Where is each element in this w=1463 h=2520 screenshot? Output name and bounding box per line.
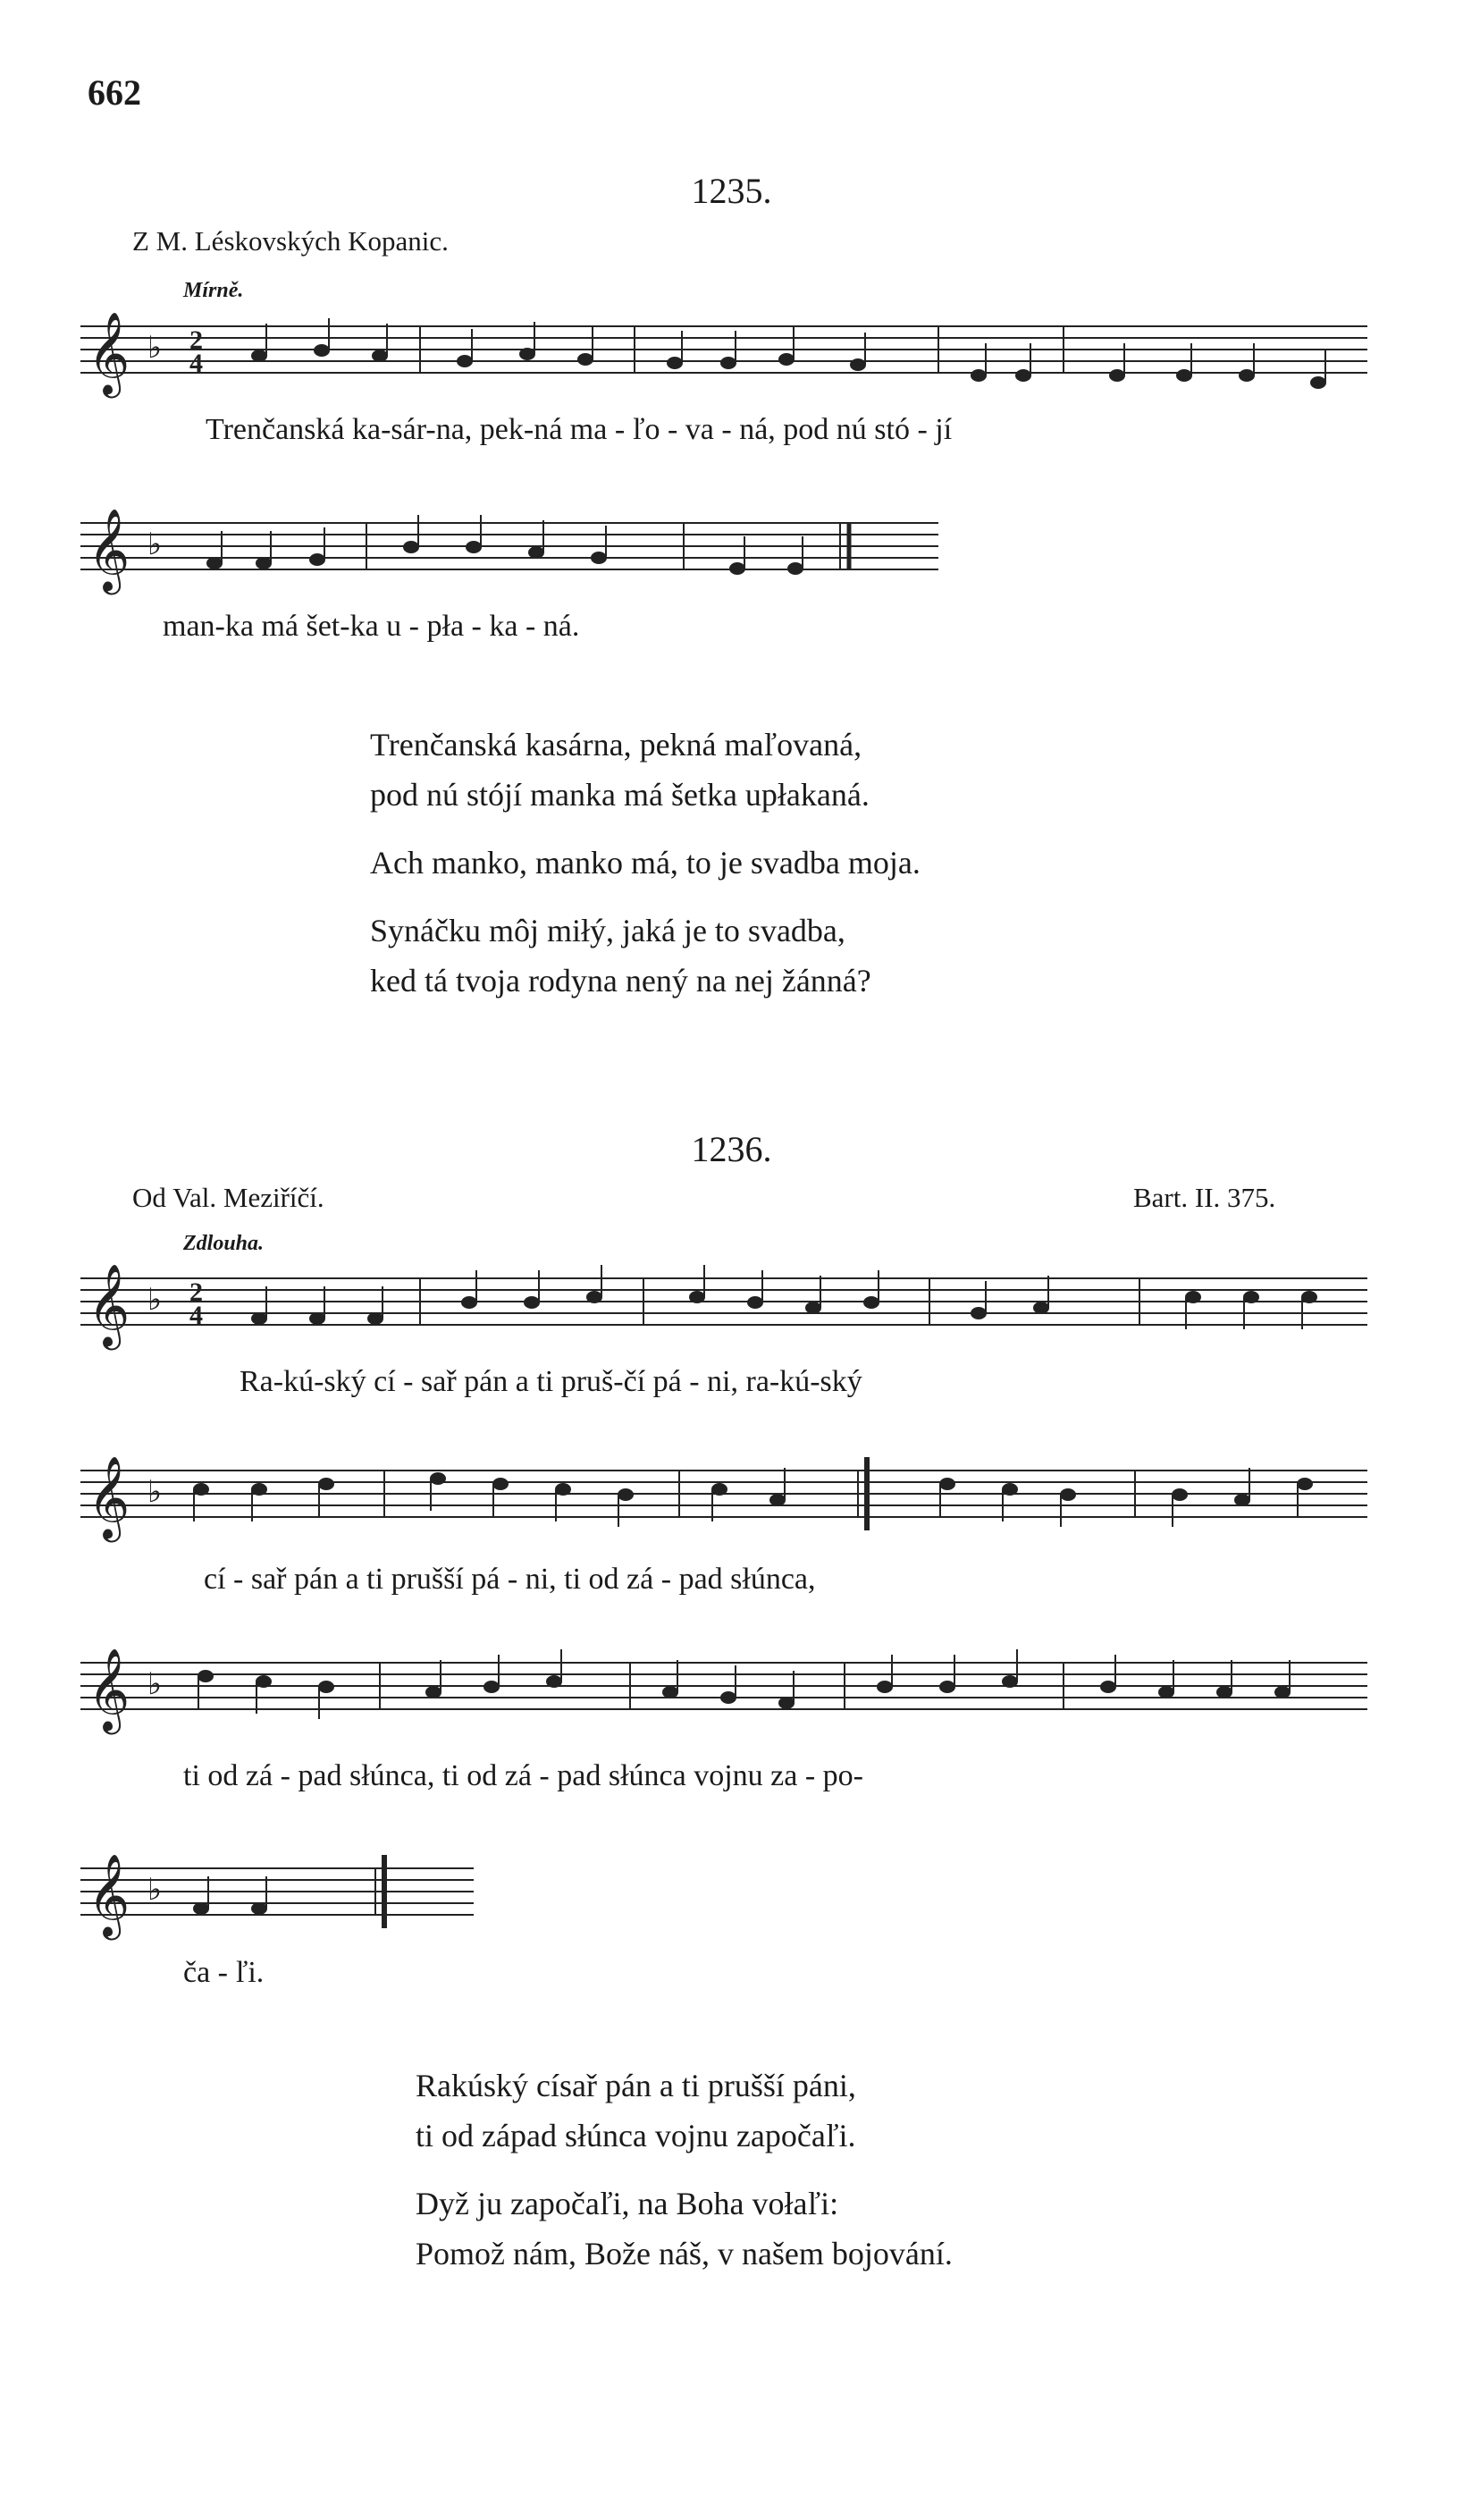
lyric-line: man-ka má šet-ka u - pła - ka - ná. [163, 610, 580, 643]
verse-line: Synáčku môj miłý, jaká je to svadba, [370, 913, 845, 948]
stanza [370, 906, 921, 1006]
svg-text:𝄞: 𝄞 [88, 1267, 130, 1345]
lyric-line: Trenčanská ka-sár-na, pek-ná ma - ľo - va - ná, pod nú stó - jí [206, 413, 953, 446]
lyric-line: ča - ľi. [183, 1956, 265, 1989]
svg-text:♭: ♭ [147, 332, 163, 365]
verse-line: Trenčanská kasárna, pekná maľovaná, [370, 727, 862, 763]
svg-text:4: 4 [189, 1301, 203, 1330]
tempo-marking: Mírně. [183, 279, 244, 302]
svg-text:♭: ♭ [147, 1476, 163, 1509]
verse-line: Rakúský císař pán a ti prušší páni, [416, 2068, 856, 2103]
svg-text:♭: ♭ [147, 1874, 163, 1907]
svg-text:𝄞: 𝄞 [88, 511, 130, 590]
svg-text:𝄞: 𝄞 [88, 1651, 130, 1730]
stanza [416, 2179, 953, 2279]
verse-line: Ach manko, manko má, to je svadba moja. [370, 845, 921, 881]
svg-text:2: 2 [189, 1277, 203, 1307]
tempo-marking: Zdlouha. [183, 1232, 265, 1255]
stanza [370, 720, 921, 820]
svg-text:♭: ♭ [147, 528, 163, 561]
verse-text [416, 2061, 953, 2297]
stanza [370, 838, 921, 888]
svg-text:♭: ♭ [147, 1668, 163, 1701]
svg-text:2: 2 [189, 325, 203, 355]
lyric-line: cí - sař pán a ti prušší pá - ni, ti od zá - pad słúnca, [204, 1563, 816, 1596]
song-number: 1236. [691, 1129, 772, 1169]
song-number: 1235. [691, 171, 772, 211]
song-origin: Z M. Léskovských Kopanic. [132, 225, 449, 257]
lyric-line: Ra-kú-ský cí - sař pán a ti pruš-čí pá - ni, ra-kú-ský [240, 1365, 862, 1398]
svg-text:𝄞: 𝄞 [88, 1459, 130, 1538]
stanza [416, 2061, 953, 2161]
svg-text:4: 4 [189, 349, 203, 378]
verse-line: ked tá tvoja rodyna nený na nej žánná? [370, 963, 871, 999]
verse-line: pod nú stójí manka má šetka upłakaná. [370, 777, 870, 813]
verse-line: ti od západ słúnca vojnu započaľi. [416, 2118, 856, 2153]
verse-line: Dyž ju započaľi, na Boha vołaľi: [416, 2186, 839, 2221]
verse-text [370, 720, 921, 1024]
song-source: Bart. II. 375. [1133, 1182, 1276, 1213]
music-staff [80, 501, 956, 599]
music-staff [80, 1448, 1385, 1555]
music-staff [80, 1256, 1385, 1354]
svg-text:𝄞: 𝄞 [88, 1857, 130, 1935]
song-origin: Od Val. Meziříčí. [132, 1182, 324, 1213]
verse-line: Pomož nám, Bože náš, v našem bojování. [416, 2236, 953, 2271]
lyric-line: ti od zá - pad słúnca, ti od zá - pad słúnca vojnu za - po- [183, 1759, 863, 1792]
page-number: 662 [88, 72, 141, 113]
music-staff [80, 304, 1385, 402]
music-staff [80, 1846, 492, 1953]
svg-text:𝄞: 𝄞 [88, 315, 130, 393]
music-staff [80, 1640, 1385, 1739]
svg-text:♭: ♭ [147, 1284, 163, 1317]
